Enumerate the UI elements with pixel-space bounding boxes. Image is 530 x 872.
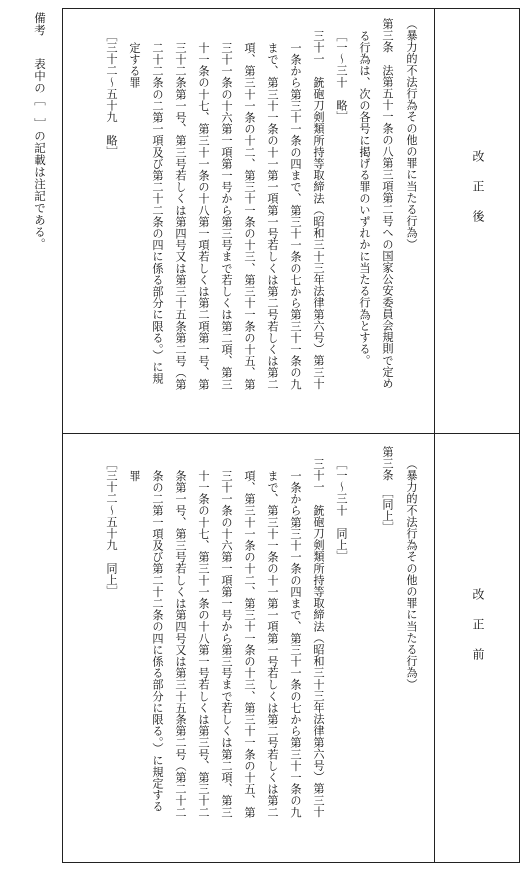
after-line-8: 三十一条の十六第一項第一号から第三号まで若しくは第二項、第三 <box>220 42 233 390</box>
after-line-6: まで、第三十一条の十一第一項第一号若しくは第二号若しくは第二 <box>266 42 279 390</box>
after-line-5: 一条から第三十一条の四まで、第三十一条の七から第三十一条の九 <box>289 42 302 390</box>
after-line-2: る行為は、次の各号に掲げる罪のいずれかに当たる行為とする。 <box>358 30 371 367</box>
before-line-3: 三十一 銃砲刀剣類所持等取締法（昭和三十三年法律第六号）第三十 <box>312 458 325 818</box>
before-line-11: 罪 <box>128 470 141 482</box>
before-line-12: ［三十二～五十九 同上］ <box>105 458 118 598</box>
before-line-1: 第三条 ［同上］ <box>381 446 394 534</box>
after-line-11: 二十二条の二第一項及び第二十二条の四に係る部分に限る。）に規 <box>151 42 164 385</box>
after-line-4: 三十一 銃砲刀剣類所持等取締法（昭和三十三年法律第六号）第三十 <box>312 30 325 390</box>
before-line-5: まで、第三十一条の十一第一項第一号若しくは第二号若しくは第二 <box>266 470 279 818</box>
after-line-0: （暴力的不法行為その他の罪に当たる行為） <box>405 18 418 250</box>
before-line-2: ［一～三十 同上］ <box>335 458 348 563</box>
remark-label: 備考 <box>33 12 47 36</box>
header-before: 改正前 <box>471 588 485 678</box>
header-after: 改正後 <box>471 150 485 240</box>
after-line-7: 項、第三十一条の十二、第三十一条の十三、第三十一条の十五、第 <box>243 42 256 390</box>
after-line-12: 定する罪 <box>128 42 141 89</box>
after-line-3: ［一～三十 略］ <box>335 30 348 123</box>
after-line-10: 三十二条第一号、第三号若しくは第四号又は第三十五条第二号（第 <box>174 42 187 390</box>
row-divider <box>62 433 520 434</box>
before-line-10: 条の二第一項及び第二十二条の四に係る部分に限る。）に規定する <box>151 470 164 813</box>
after-line-9: 十一条の十七、第三十一条の十八第一項若しくは第二項第一号、第 <box>197 42 210 390</box>
after-line-1: 第三条 法第五十一条の八第三項第二号への国家公安委員会規則で定め <box>381 18 394 390</box>
before-line-4: 一条から第三十一条の四まで、第三十一条の七から第三十一条の九 <box>289 470 302 818</box>
before-line-6: 項、第三十一条の十二、第三十一条の十三、第三十一条の十五、第 <box>243 470 256 818</box>
before-line-7: 三十一条の十六第一項第一号から第三号まで若しくは第二項、第三 <box>220 470 233 818</box>
remark-text: 表中の［ ］の記載は注記である。 <box>33 58 47 250</box>
header-column-rule <box>434 8 435 863</box>
before-line-9: 条第一号、第三号若しくは第四号又は第三十五条第二号（第二十二 <box>174 470 187 818</box>
after-line-13: ［三十二～五十九 略］ <box>105 30 118 158</box>
before-line-8: 十一条の十七、第三十一条の十八第一号若しくは第三号、第三十二 <box>197 470 210 818</box>
before-line-0: （暴力的不法行為その他の罪に当たる行為） <box>405 458 418 690</box>
